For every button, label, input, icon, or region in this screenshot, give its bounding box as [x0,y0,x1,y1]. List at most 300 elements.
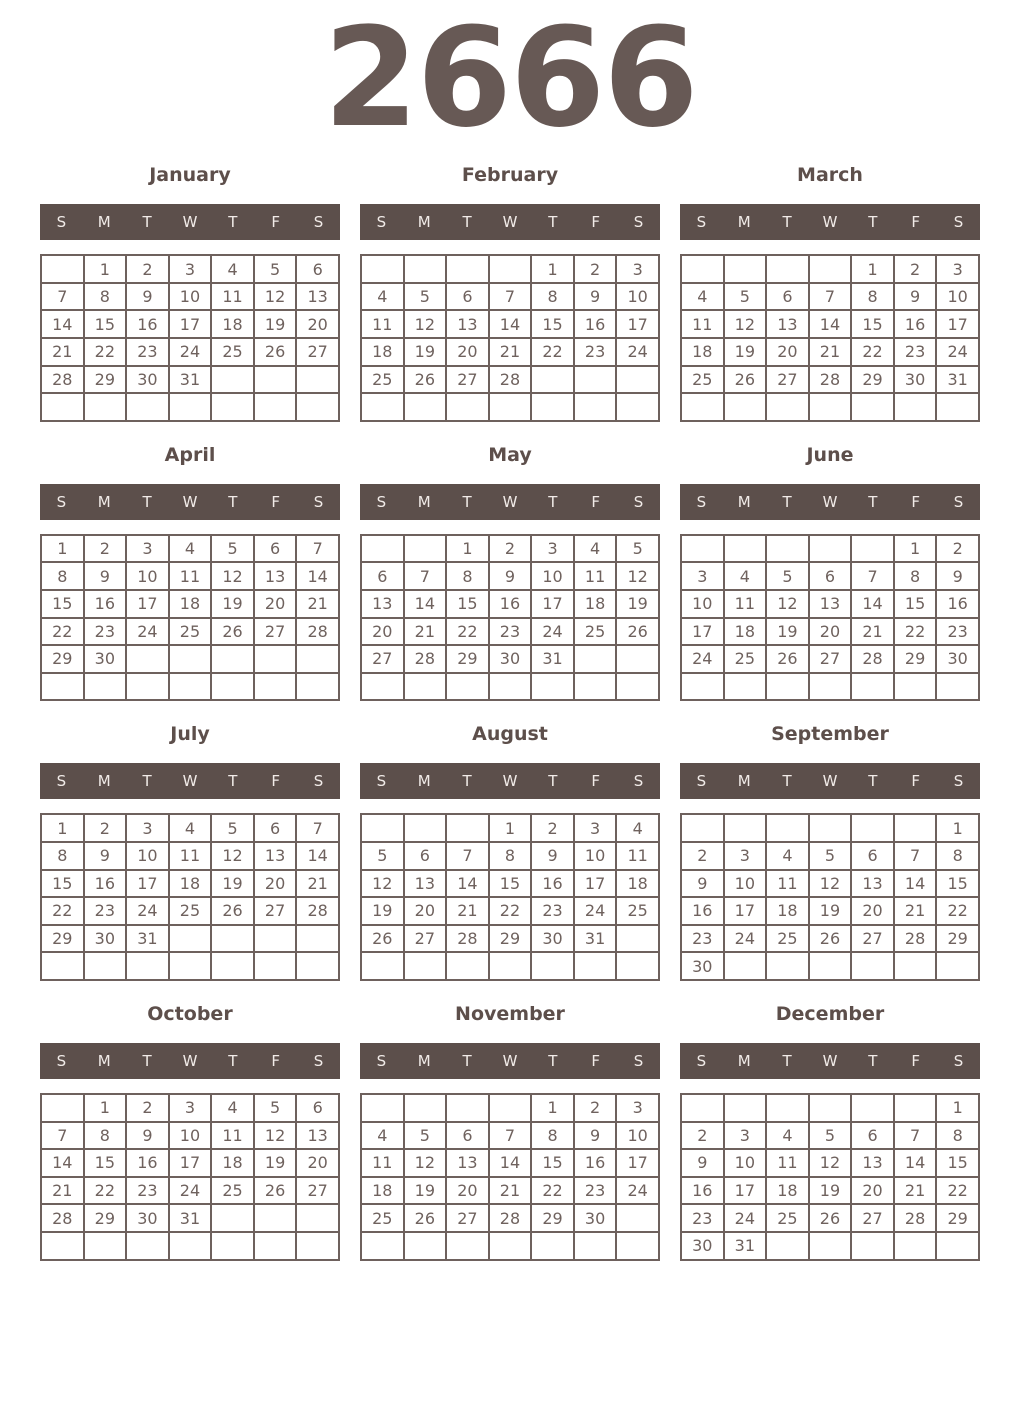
weekday-label: T [142,213,152,232]
empty-day-cell [489,1094,532,1122]
day-cell: 13 [254,562,297,590]
day-cell: 10 [126,562,169,590]
weekday-label: W [822,213,838,232]
weekday-label: W [502,492,518,511]
day-cell: 10 [724,870,767,898]
week-row [681,1122,979,1150]
day-cell: 13 [446,1149,489,1177]
day-cell: 28 [41,366,84,394]
empty-day-cell [296,1232,339,1260]
day-cell: 2 [574,1094,617,1122]
day-cell: 12 [404,310,447,338]
weekday-label: W [182,492,198,511]
day-cell: 24 [616,338,659,366]
empty-day-cell [211,1204,254,1232]
day-cell: 29 [851,366,894,394]
day-cell: 11 [361,1149,404,1177]
weekday-label: S [56,1051,67,1070]
day-cell: 7 [851,562,894,590]
empty-day-cell [361,1094,404,1122]
empty-day-cell [894,1232,937,1260]
month-day-grid [40,254,340,422]
empty-day-cell [851,814,894,842]
day-cell: 21 [809,338,852,366]
day-cell: 13 [254,842,297,870]
day-cell: 17 [126,870,169,898]
empty-day-cell [296,1204,339,1232]
week-row [361,618,659,646]
day-cell: 26 [404,1204,447,1232]
empty-day-cell [724,255,767,283]
weekday-label: T [782,213,792,232]
day-cell: 17 [574,870,617,898]
day-cell: 14 [894,1149,937,1177]
day-cell: 19 [404,338,447,366]
day-cell: 16 [84,590,127,618]
empty-day-cell [211,645,254,673]
day-cell: 12 [809,1149,852,1177]
week-row [41,1122,339,1150]
day-cell: 11 [361,310,404,338]
empty-day-cell [809,1232,852,1260]
empty-day-cell [169,925,212,953]
day-cell: 26 [809,925,852,953]
day-cell: 7 [41,1122,84,1150]
empty-day-cell [531,393,574,421]
day-cell: 23 [531,897,574,925]
weekday-label: F [911,772,921,791]
week-row [41,897,339,925]
empty-day-cell [724,1094,767,1122]
month-day-grid [680,254,980,422]
day-cell: 16 [681,1177,724,1205]
weekday-header-bar [680,763,980,799]
weekday-label: M [417,213,431,232]
day-cell: 24 [681,645,724,673]
day-cell: 27 [404,925,447,953]
day-cell: 2 [531,814,574,842]
week-row [41,618,339,646]
day-cell: 25 [766,925,809,953]
day-cell: 24 [169,338,212,366]
day-cell: 27 [809,645,852,673]
week-row [41,338,339,366]
empty-day-cell [361,255,404,283]
day-cell: 11 [169,562,212,590]
day-cell: 20 [254,590,297,618]
month-name: August [472,723,548,746]
empty-day-cell [254,925,297,953]
day-cell: 14 [41,1149,84,1177]
month-day-grid [360,534,660,702]
empty-day-cell [851,1232,894,1260]
day-cell: 27 [254,618,297,646]
day-cell: 1 [531,255,574,283]
weekday-label: F [271,1051,281,1070]
empty-day-cell [404,535,447,563]
day-cell: 23 [489,618,532,646]
empty-day-cell [404,255,447,283]
empty-day-cell [41,673,84,701]
day-cell: 9 [681,870,724,898]
empty-day-cell [41,393,84,421]
day-cell: 5 [361,842,404,870]
month-october [40,1001,340,1261]
day-cell: 5 [809,842,852,870]
day-cell: 5 [211,535,254,563]
day-cell: 6 [296,1094,339,1122]
day-cell: 18 [724,618,767,646]
day-cell: 1 [894,535,937,563]
month-june [680,442,980,702]
empty-day-cell [446,1094,489,1122]
month-day-grid [360,1093,660,1261]
day-cell: 21 [296,590,339,618]
day-cell: 26 [809,1204,852,1232]
day-cell: 13 [851,870,894,898]
day-cell: 17 [724,897,767,925]
day-cell: 23 [84,897,127,925]
day-cell: 16 [489,590,532,618]
weekday-header-bar [680,1043,980,1079]
day-cell: 8 [41,842,84,870]
week-row [41,925,339,953]
weekday-label: M [737,772,751,791]
week-row [361,897,659,925]
day-cell: 4 [681,283,724,311]
empty-day-cell [254,366,297,394]
day-cell: 6 [809,562,852,590]
day-cell: 6 [446,283,489,311]
day-cell: 15 [41,590,84,618]
day-cell: 2 [894,255,937,283]
day-cell: 22 [851,338,894,366]
empty-day-cell [41,952,84,980]
empty-day-cell [936,393,979,421]
weekday-label: S [56,772,67,791]
week-row [681,1204,979,1232]
week-row [681,952,979,980]
week-row [41,590,339,618]
week-row [41,535,339,563]
weekday-label: W [502,772,518,791]
weekday-label: S [56,492,67,511]
empty-day-cell [489,1232,532,1260]
week-row [41,366,339,394]
weekday-label: S [696,1051,707,1070]
weekday-label: M [417,492,431,511]
weekday-label: T [142,492,152,511]
day-cell: 30 [126,366,169,394]
day-cell: 7 [894,1122,937,1150]
day-cell: 10 [126,842,169,870]
day-cell: 4 [211,255,254,283]
day-cell: 1 [84,1094,127,1122]
day-cell: 30 [574,1204,617,1232]
weekday-label: F [591,772,601,791]
day-cell: 27 [851,1204,894,1232]
day-cell: 16 [84,870,127,898]
week-row [361,673,659,701]
week-row [681,366,979,394]
weekday-label: S [313,213,324,232]
week-row [681,310,979,338]
empty-day-cell [296,673,339,701]
day-cell: 6 [361,562,404,590]
day-cell: 22 [531,1177,574,1205]
day-cell: 16 [574,1149,617,1177]
empty-day-cell [574,393,617,421]
day-cell: 17 [531,590,574,618]
week-row [41,310,339,338]
day-cell: 18 [211,1149,254,1177]
day-cell: 12 [211,842,254,870]
day-cell: 1 [41,814,84,842]
day-cell: 4 [211,1094,254,1122]
day-cell: 6 [851,842,894,870]
day-cell: 14 [489,310,532,338]
month-day-grid [360,254,660,422]
week-row [41,1177,339,1205]
day-cell: 30 [894,366,937,394]
empty-day-cell [616,925,659,953]
day-cell: 9 [126,283,169,311]
day-cell: 26 [724,366,767,394]
day-cell: 9 [574,1122,617,1150]
weekday-label: T [228,492,238,511]
day-cell: 7 [41,283,84,311]
weekday-label: F [911,492,921,511]
weekday-label: S [313,772,324,791]
empty-day-cell [296,645,339,673]
day-cell: 11 [616,842,659,870]
day-cell: 18 [574,590,617,618]
empty-day-cell [894,952,937,980]
day-cell: 20 [254,870,297,898]
day-cell: 19 [766,618,809,646]
weekday-label: F [271,772,281,791]
weekday-header-bar [360,763,660,799]
day-cell: 15 [84,310,127,338]
day-cell: 11 [724,590,767,618]
week-row [361,366,659,394]
empty-day-cell [894,393,937,421]
empty-day-cell [296,393,339,421]
month-day-grid [680,813,980,981]
day-cell: 3 [936,255,979,283]
month-name: November [455,1002,565,1025]
weekday-label: F [591,492,601,511]
day-cell: 26 [254,338,297,366]
day-cell: 29 [41,925,84,953]
day-cell: 2 [126,1094,169,1122]
week-row [41,562,339,590]
month-name: July [170,723,210,746]
day-cell: 21 [894,897,937,925]
day-cell: 12 [254,283,297,311]
day-cell: 2 [489,535,532,563]
empty-day-cell [41,1232,84,1260]
day-cell: 2 [84,535,127,563]
weekday-header-bar [40,763,340,799]
day-cell: 18 [681,338,724,366]
day-cell: 3 [616,255,659,283]
day-cell: 10 [681,590,724,618]
day-cell: 9 [84,842,127,870]
day-cell: 14 [489,1149,532,1177]
day-cell: 1 [84,255,127,283]
day-cell: 19 [724,338,767,366]
weekday-header-bar [360,1043,660,1079]
day-cell: 4 [724,562,767,590]
day-cell: 3 [169,255,212,283]
day-cell: 25 [211,338,254,366]
day-cell: 28 [446,925,489,953]
day-cell: 22 [531,338,574,366]
weekday-label: S [633,772,644,791]
month-day-grid [40,1093,340,1261]
month-name: June [806,443,854,466]
day-cell: 24 [574,897,617,925]
day-cell: 15 [531,310,574,338]
day-cell: 12 [724,310,767,338]
day-cell: 14 [851,590,894,618]
day-cell: 21 [894,1177,937,1205]
day-cell: 6 [254,535,297,563]
month-september [680,721,980,981]
week-row [361,535,659,563]
day-cell: 15 [531,1149,574,1177]
weekday-label: T [868,772,878,791]
week-row [361,1122,659,1150]
day-cell: 31 [936,366,979,394]
empty-day-cell [894,1094,937,1122]
day-cell: 27 [766,366,809,394]
day-cell: 6 [404,842,447,870]
month-name: September [771,723,889,746]
week-row [41,842,339,870]
empty-day-cell [446,952,489,980]
day-cell: 3 [724,842,767,870]
month-name: December [775,1002,885,1025]
empty-day-cell [296,366,339,394]
empty-day-cell [446,673,489,701]
day-cell: 13 [296,283,339,311]
day-cell: 26 [616,618,659,646]
empty-day-cell [851,952,894,980]
week-row [681,590,979,618]
day-cell: 31 [126,925,169,953]
weekday-label: S [696,772,707,791]
day-cell: 30 [84,925,127,953]
week-row [681,338,979,366]
week-row [681,562,979,590]
day-cell: 9 [574,283,617,311]
week-row [361,1094,659,1122]
day-cell: 24 [936,338,979,366]
weekday-label: M [737,1051,751,1070]
week-row [681,673,979,701]
empty-day-cell [404,1094,447,1122]
day-cell: 10 [531,562,574,590]
day-cell: 23 [126,338,169,366]
empty-day-cell [211,925,254,953]
empty-day-cell [404,1232,447,1260]
empty-day-cell [446,1232,489,1260]
day-cell: 11 [169,842,212,870]
empty-day-cell [616,673,659,701]
day-cell: 8 [531,283,574,311]
day-cell: 6 [766,283,809,311]
month-name: May [488,443,532,466]
day-cell: 25 [574,618,617,646]
day-cell: 14 [809,310,852,338]
empty-day-cell [211,1232,254,1260]
weekday-label: T [462,772,472,791]
day-cell: 8 [446,562,489,590]
weekday-label: M [417,1051,431,1070]
day-cell: 13 [296,1122,339,1150]
empty-day-cell [766,952,809,980]
day-cell: 27 [361,645,404,673]
month-march [680,162,980,422]
day-cell: 17 [169,310,212,338]
empty-day-cell [531,952,574,980]
empty-day-cell [489,952,532,980]
day-cell: 26 [211,897,254,925]
day-cell: 2 [936,535,979,563]
week-row [361,952,659,980]
day-cell: 3 [724,1122,767,1150]
day-cell: 1 [446,535,489,563]
day-cell: 12 [404,1149,447,1177]
day-cell: 5 [254,255,297,283]
weekday-label: T [782,1051,792,1070]
day-cell: 14 [894,870,937,898]
day-cell: 26 [254,1177,297,1205]
week-row [41,870,339,898]
weekday-label: M [417,772,431,791]
day-cell: 31 [531,645,574,673]
day-cell: 22 [936,897,979,925]
weekday-label: T [228,213,238,232]
day-cell: 22 [41,897,84,925]
empty-day-cell [809,393,852,421]
day-cell: 7 [404,562,447,590]
day-cell: 2 [681,842,724,870]
day-cell: 8 [531,1122,574,1150]
day-cell: 27 [446,1204,489,1232]
day-cell: 20 [361,618,404,646]
day-cell: 22 [936,1177,979,1205]
empty-day-cell [296,952,339,980]
week-row [681,842,979,870]
day-cell: 10 [936,283,979,311]
day-cell: 9 [126,1122,169,1150]
day-cell: 17 [616,1149,659,1177]
day-cell: 5 [404,283,447,311]
day-cell: 10 [616,1122,659,1150]
empty-day-cell [169,1232,212,1260]
day-cell: 25 [211,1177,254,1205]
month-day-grid [40,534,340,702]
weekday-header-bar [360,484,660,520]
week-row [361,393,659,421]
empty-day-cell [936,952,979,980]
day-cell: 16 [894,310,937,338]
day-cell: 4 [169,535,212,563]
weekday-label: T [228,772,238,791]
